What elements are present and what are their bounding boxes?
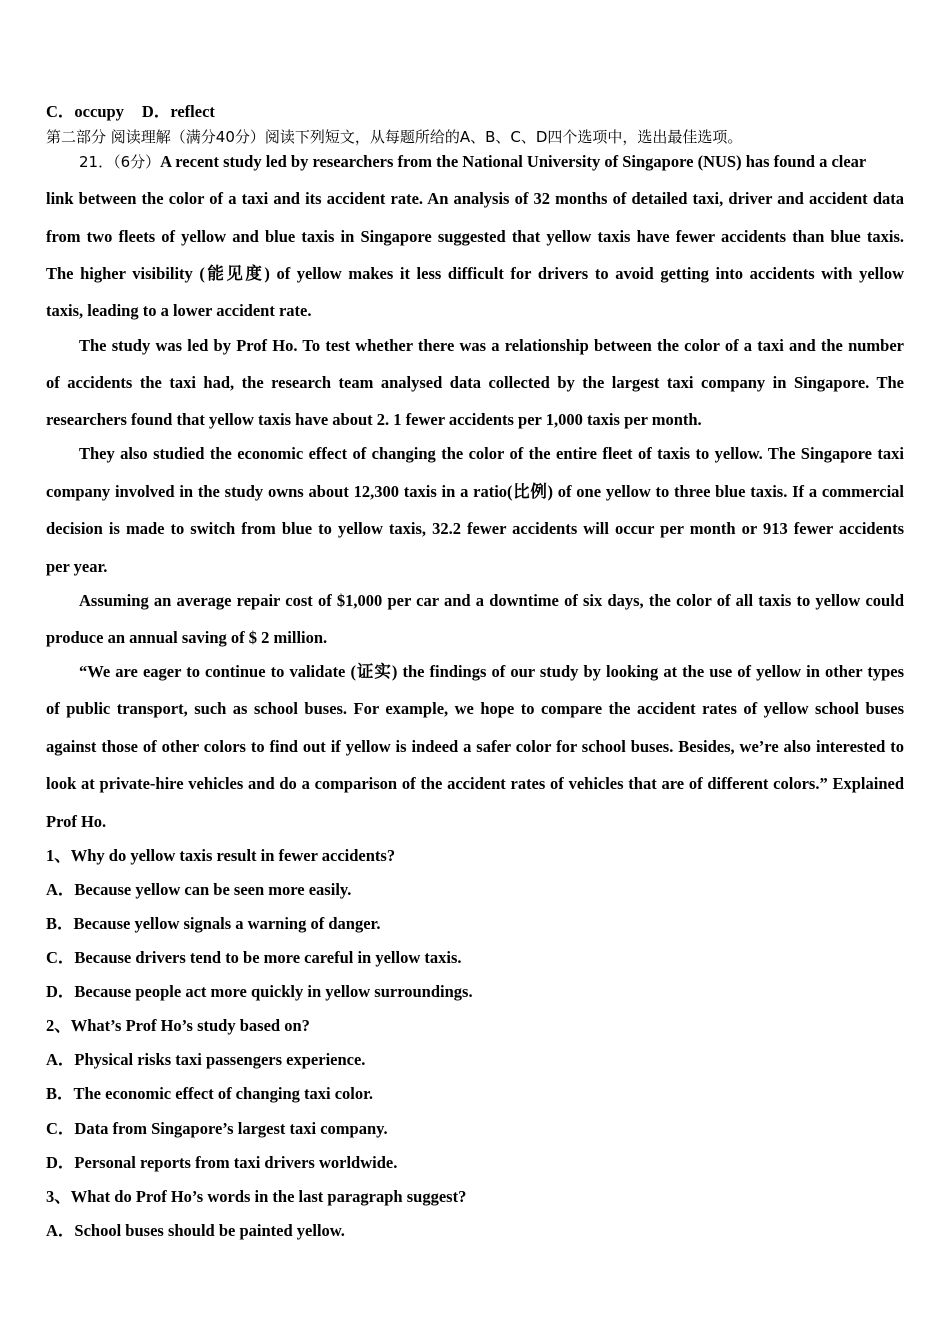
paragraph-line: researchers found that yellow taxis have about 2. 1 fewer accidents per 1,000 taxis per month. xyxy=(46,410,702,429)
paragraph-line: per year. xyxy=(46,557,108,576)
question-stem: 2、What’s Prof Ho’s study based on? xyxy=(46,1016,310,1035)
answer-option[interactable]: A．School buses should be painted yellow. xyxy=(46,1221,345,1240)
paragraph-line: decision is made to switch from blue to yellow taxis, 32.2 fewer accidents will occur per month or 913 fewer accidents xyxy=(46,519,904,538)
paragraph-line: produce an annual saving of $ 2 million. xyxy=(46,628,328,647)
answer-option[interactable]: B．The economic effect of changing taxi color. xyxy=(46,1084,374,1103)
paragraph-line: against those of other colors to find out if yellow is indeed a safer color for school buses. Besides, we’re also interested to xyxy=(46,737,904,756)
question-stem: 1、Why do yellow taxis result in fewer accidents? xyxy=(46,846,396,865)
paragraph-line: of accidents the taxi had, the research team analysed data collected by the largest taxi company in Singapore. The xyxy=(46,373,904,392)
paragraph-line: The study was led by Prof Ho. To test whether there was a relationship between the color of a taxi and the number xyxy=(79,336,904,355)
paragraph-line: taxis, leading to a lower accident rate. xyxy=(46,301,312,320)
paragraph-line: Assuming an average repair cost of $1,000 per car and a downtime of six days, the color of all taxis to yellow could xyxy=(79,591,904,610)
answer-option[interactable]: A．Physical risks taxi passengers experience. xyxy=(46,1050,366,1069)
paragraph-line: look at private-hire vehicles and do a comparison of the accident rates of vehicles that are of different colors.” Explained xyxy=(46,774,904,793)
intro-first-line: A recent study led by researchers from the National University of Singapore (NUS) has found a clear xyxy=(160,152,867,171)
paragraph-line: Prof Ho. xyxy=(46,812,107,831)
paragraph-line: The higher visibility (能见度) of yellow makes it less difficult for drivers to avoid getting into accidents with yellow xyxy=(46,264,904,283)
previous-question-options xyxy=(46,102,215,122)
answer-option[interactable]: D．Personal reports from taxi drivers worldwide. xyxy=(46,1153,398,1172)
paragraph-line: of public transport, such as school buses. For example, we hope to compare the accident rates of yellow school buses xyxy=(46,699,904,718)
option-d: D．reflect xyxy=(141,102,215,121)
section-header: 第二部分 阅读理解（满分40分）阅读下列短文，从每题所给的A、B、C、D四个选项中，选出最佳选项。 xyxy=(46,128,743,146)
question-intro xyxy=(79,152,866,172)
paragraph-line: from two fleets of yellow and blue taxis in Singapore suggested that yellow taxis have fewer accidents than blue taxis. xyxy=(46,227,904,246)
paragraph-line: company involved in the study owns about 12,300 taxis in a ratio(比例) of one yellow to three blue taxis. If a commercial xyxy=(46,482,904,501)
answer-option[interactable]: C．Data from Singapore’s largest taxi company. xyxy=(46,1119,388,1138)
paragraph-line: link between the color of a taxi and its accident rate. An analysis of 32 months of detailed taxi, driver and accident data xyxy=(46,189,904,208)
answer-option[interactable]: B．Because yellow signals a warning of danger. xyxy=(46,914,381,933)
answer-option[interactable]: A．Because yellow can be seen more easily. xyxy=(46,880,352,899)
paragraph-line: “We are eager to continue to validate (证实) the findings of our study by looking at the use of yellow in other types xyxy=(79,662,904,681)
question-number: 21．（6分） xyxy=(79,153,161,171)
answer-option[interactable]: C．Because drivers tend to be more careful in yellow taxis. xyxy=(46,948,462,967)
option-c: C．occupy xyxy=(46,102,124,121)
paragraph-line: They also studied the economic effect of changing the color of the entire fleet of taxis to yellow. The Singapore taxi xyxy=(79,444,904,463)
answer-option[interactable]: D．Because people act more quickly in yellow surroundings. xyxy=(46,982,473,1001)
question-stem: 3、What do Prof Ho’s words in the last paragraph suggest? xyxy=(46,1187,467,1206)
